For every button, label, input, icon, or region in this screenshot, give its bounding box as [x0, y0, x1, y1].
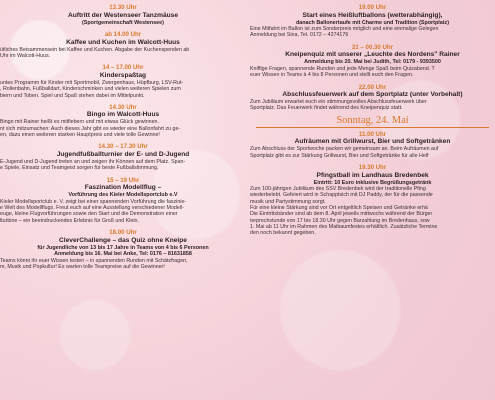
- event-subtitle: für Jugendliche von 13 bis 17 Jahre in Teams von 4 bis 6 Personen: [37, 244, 209, 251]
- event-time: 14.30 Uhr: [109, 103, 137, 111]
- event-title: Kneipenquiz mit unserer „Leuchte des Nordens" Rainer: [285, 51, 460, 59]
- program-event: [250, 164, 495, 237]
- event-subtitle: Anmeldung bis 16. Mai bei Anke, Tel: 0176 – 81631858: [54, 251, 192, 258]
- event-subtitle: Eintritt: 10 Euro inklusive Begrüßungsgetränk: [313, 179, 432, 186]
- event-time: 11.00 Uhr: [358, 130, 387, 138]
- event-description-line: Bingo mit Rainer heißt es mitfiebern und mit etwas Glück gewinnen.: [0, 119, 159, 126]
- event-subtitle: Anmeldung bis 20. Mai bei Judith, Tel: 0179 - 9393500: [304, 59, 441, 66]
- event-title: Pfingstball im Landhaus Bredenbek: [316, 171, 429, 179]
- event-description-line: lturbine – ein beeindruckendes Erlebnis für Groß und Klein.: [0, 217, 139, 224]
- event-title: Abschlussfeuerwerk auf dem Sportplatz (unter Vorbehalt): [282, 91, 463, 99]
- event-description-line: den noch bekannt gegeben.: [250, 230, 316, 237]
- program-event: [0, 143, 246, 171]
- event-description-line: Die Eintrittsbänder sind ab dem 8. April jeweils mittwochs während der Bürger: [250, 211, 433, 218]
- event-description-line: Sportplatz. Das Feuerwerk findet während des Kneipenquiz statt.: [250, 105, 403, 112]
- event-description-line: 1. Mai ab 11 Uhr im Rahmen des Maibaumfestes erhältlich. Zusätzliche Termine: [250, 223, 438, 230]
- event-title: Aufräumen mit Grillwurst, Bier und Softgetränken: [294, 138, 451, 146]
- program-event: [0, 104, 246, 138]
- right-event-list-bottom: [250, 131, 495, 237]
- right-column: [250, 0, 495, 237]
- bokeh-decoration: [60, 300, 130, 370]
- day-heading: Sonntag, 24. Mai: [336, 114, 409, 126]
- event-description-line: e Welt des Modellflugs. Freut euch auf eine Ausstellung verschiedener Modell-: [0, 205, 184, 212]
- program-event: [250, 84, 495, 112]
- event-description-line: euer Wissen in Teams à 4 bis 8 Personen und stellt euch den Fragen.: [250, 72, 414, 79]
- program-event: [0, 177, 246, 224]
- event-description-line: Für eine kleine Stärkung sind vor Ort entgeltlich Speisen und Getränke erhä: [250, 205, 428, 212]
- left-event-list: [0, 4, 246, 270]
- event-time: 19.30 Uhr: [358, 163, 387, 171]
- event-description-line: Uhr im Walcott-Huus.: [0, 53, 51, 60]
- event-title: Jugendfußballturnier der E- und D-Jugend: [56, 150, 190, 158]
- program-event: [250, 44, 495, 79]
- event-title: Bingo im Walcott-Huus: [86, 111, 160, 119]
- event-title: CleverChallenge – das Quiz ohne Kneipe: [59, 236, 187, 244]
- event-time: 21 – 00.30 Uhr: [352, 43, 393, 51]
- program-event: [250, 4, 495, 39]
- program-event: [0, 64, 246, 98]
- event-time: ab 14.00 Uhr: [104, 31, 142, 39]
- program-event: [0, 4, 246, 26]
- event-description-line: untes Programm für Kinder mit Sportmobil, Zwergenhaus, Hüpfburg, LSV-Rut-: [0, 79, 184, 86]
- program-event: [250, 131, 495, 159]
- day-heading-rule: [256, 127, 489, 128]
- event-description-line: Zum 100-jährigen Jubiläum des SSV Bredenbek wird der traditionelle Pfing: [250, 186, 426, 193]
- event-description-line: Sportplatz gibt es zur Stärkung Grillwurst, Bier und Softgetränke für alle Helf: [250, 152, 429, 159]
- event-description-line: terprechstunde von 17 bis 18.30 Uhr gegen Barzahlung im Bredenhaus, sow: [250, 217, 430, 224]
- event-description-line: E-Jugend und D-Jugend treten an und zeigen ihr Können auf dem Platz. Span-: [0, 158, 186, 165]
- event-description-line: Kniffige Fragen, spannende Runden und jede Menge Spaß beim Quizabend. T: [250, 65, 435, 72]
- event-description-line: wiederbelebt. Gefeiert wird in Schapptsich mit DJ Paddy, der für die passende: [250, 192, 433, 199]
- event-description-line: Anmeldung bei Sina, Tel. 0172 – 4274176: [250, 32, 349, 39]
- event-description-line: Kieler Modellsportclub e. V. zeigt bei einer spannenden Vorführung die faszinie-: [0, 198, 187, 205]
- right-event-list-top: [250, 4, 495, 112]
- event-description-line: musik und Partystimmung sorgt.: [250, 198, 326, 205]
- event-subtitle: Vorführung des Kieler Modellsportclub e.V: [68, 192, 178, 199]
- event-description-line: ütliches Beisammensein bei Kaffee und Kuchen. Abgabe der Kuchenspenden ab: [0, 46, 190, 53]
- event-description-line: en, dazu einen weiteren starken Hauptpreis und viele tolle Gewinne!: [0, 132, 160, 139]
- event-description-line: biern und Toben. Spiel und Spaß stehen dabei im Mittelpunkt.: [0, 92, 145, 99]
- event-title: Kaffee und Kuchen im Walcott-Huus: [66, 38, 180, 46]
- event-description-line: Zum Jubiläum erwartet euch ein stimmungsvolles Abschlussfeuerwerk über: [250, 99, 427, 106]
- program-event: [0, 31, 246, 59]
- event-description-line: m, Musik und Popkultur! Es warten tolle Teampreise auf die Gewinner!: [0, 263, 165, 270]
- event-description-line: e Spiele, Einsatz und Teamgeist sorgen für beste Fußballstimmung.: [0, 165, 159, 172]
- event-time: 15 – 19 Uhr: [106, 176, 140, 184]
- event-subtitle: danach Ballonertaufe mit Charme und Tradition (Sportplatz): [295, 19, 450, 26]
- event-description-line: , Rollenbahn, Fußballdart, Kinderschminken und vielen weiteren Spielen zum: [0, 86, 181, 93]
- event-title: Auftritt der Westenseer Tanzmäuse: [67, 11, 179, 19]
- event-description-line: nt sich mitzumachen: Auch dieses Jahr gibt es wieder eine Ballonfahrt zu ge-: [0, 125, 181, 132]
- event-title: Faszination Modellflug –: [84, 184, 162, 192]
- bokeh-decoration: [280, 250, 400, 370]
- event-subtitle: (Sportgemeinschaft Westensee): [82, 19, 164, 26]
- event-time: 19.00 Uhr: [358, 4, 387, 11]
- event-title: Start eines Heißluftballons (wetterabhängig),: [302, 11, 443, 19]
- event-description-line: Eine Mitfahrt im Ballon ist zum Sonderpreis möglich und eine einmalige Gelegen: [250, 26, 439, 33]
- event-time: 22.00 Uhr: [358, 83, 387, 91]
- event-description-line: Zum Abschluss der Sportwoche packen wir gemeinsam an. Beim Aufräumen auf: [250, 146, 439, 153]
- event-time: 13.30 Uhr: [109, 4, 137, 11]
- event-description-line: Teams könnt ihr euer Wissen testen – in spannenden Runden mit Schätzfragen,: [0, 257, 188, 264]
- event-time: 14.30 – 17.30 Uhr: [98, 143, 148, 151]
- event-time: 18.00 Uhr: [109, 228, 137, 236]
- left-column: [0, 0, 246, 270]
- event-description-line: euge, kleine Flugvorführungen sowie den Start und die Demonstration einer: [0, 211, 178, 218]
- event-time: 14 – 17.00 Uhr: [102, 64, 144, 72]
- program-event: [0, 229, 246, 270]
- event-title: Kinderspaßtag: [99, 71, 147, 79]
